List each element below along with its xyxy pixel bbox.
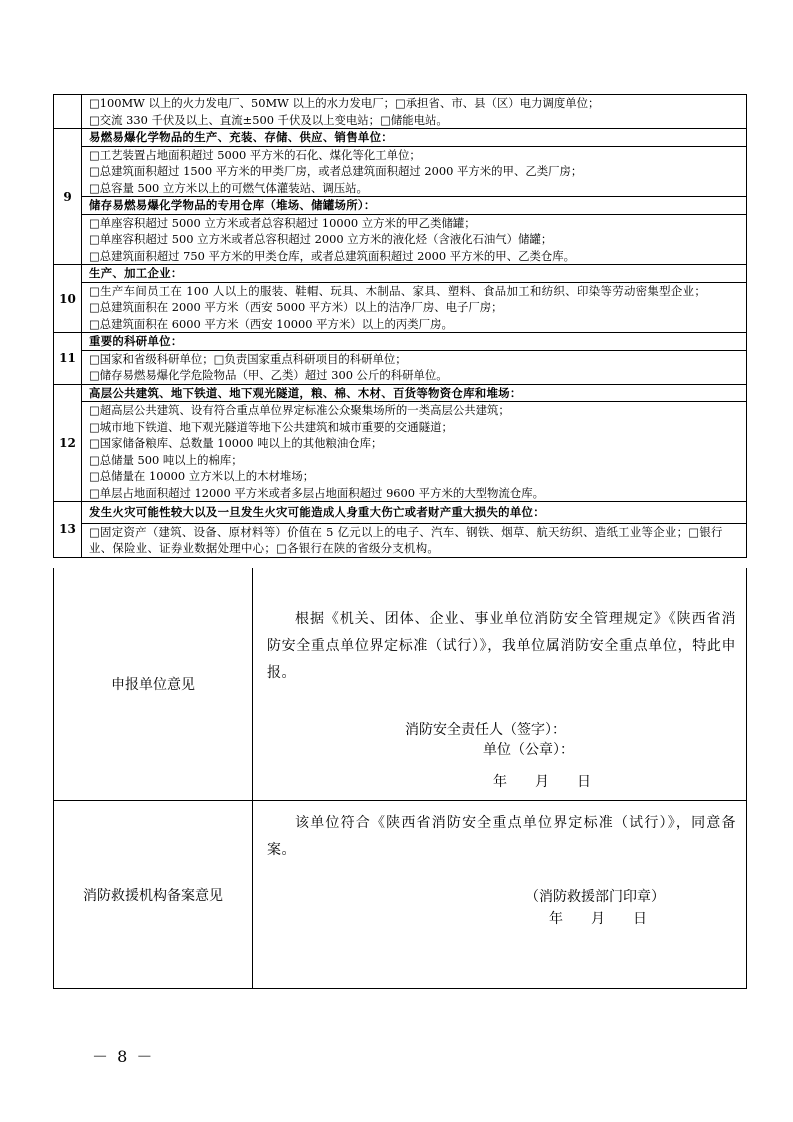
fire-agency-date: 年 月 日 — [549, 911, 647, 927]
unit-seal: 单位（公章）： — [483, 742, 574, 758]
criteria-line: □超高层公共建筑、设有符合重点单位界定标准公众聚集场所的一类高层公共建筑； — [82, 401, 746, 419]
criteria-line: □总容量 500 立方米以上的可燃气体灌装站、调压站。 — [89, 180, 368, 195]
criteria-line: □工艺装置占地面积超过 5000 平方米的石化、煤化等化工单位； — [82, 146, 746, 164]
fire-agency-opinion-row — [54, 801, 746, 988]
row-content — [82, 265, 746, 332]
category-heading: 发生火灾可能性较大以及一旦发生火灾可能造成人身重大伤亡或者财产重大损失的单位： — [89, 505, 545, 519]
criteria-line: □国家储备粮库、总数量 10000 吨以上的其他粮油仓库； — [89, 436, 383, 450]
table-row-11 — [54, 333, 746, 385]
page-number: － 8 － — [92, 1047, 155, 1066]
criteria-line: □单座容积超过 5000 立方米或者总容积超过 10000 立方米的甲乙类储罐； — [82, 214, 746, 232]
criteria-line: □交流 330 千伏及以上、直流±500 千伏及以上变电站；□储能电站。 — [89, 112, 448, 127]
criteria-line: □总建筑面积超过 1500 平方米的甲类厂房，或者总建筑面积超过 2000 平方米的甲、乙类厂房； — [89, 164, 583, 178]
table-row-9 — [54, 129, 746, 265]
criteria-line: □城市地下铁道、地下观光隧道等地下公共建筑和城市重要的交通隧道； — [89, 419, 453, 434]
category-heading: 重要的科研单位： — [89, 334, 183, 348]
row-number: 9 — [54, 129, 82, 264]
criteria-line: □储存易燃易爆化学危险物品（甲、乙类）超过 300 公斤的科研单位。 — [89, 368, 448, 382]
applicant-opinion-label: 申报单位意见 — [54, 568, 253, 800]
criteria-line: □100MW 以上的火力发电厂、50MW 以上的水力发电厂；□承担省、市、县（区）电力调度单位； — [89, 96, 600, 110]
fire-agency-statement: 该单位符合《陕西省消防安全重点单位界定标准（试行）》，同意备案。 — [267, 815, 736, 858]
row-number: 12 — [54, 385, 82, 502]
applicant-opinion-field[interactable] — [253, 568, 746, 800]
criteria-line: □固定资产（建筑、设备、原材料等）价值在 5 亿元以上的电子、汽车、钢铁、烟草、航天纺织、造纸工业等企业；□银行业、保险业、证券业数据处理中心；□各银行在陕的省级分支机构。 — [82, 523, 746, 557]
row-number: 13 — [54, 502, 82, 557]
row-content — [82, 385, 746, 502]
category-heading: 易燃易爆化学物品的生产、充装、存储、供应、销售单位： — [89, 130, 393, 144]
row-content — [82, 95, 746, 128]
filing-form — [53, 568, 747, 989]
criteria-table — [53, 94, 747, 558]
fire-agency-opinion-field[interactable] — [253, 801, 746, 988]
applicant-statement: 根据《机关、团体、企业、事业单位消防安全管理规定》《陕西省消防安全重点单位界定标准（试行）》，我单位属消防安全重点单位，特此申报。 — [267, 611, 736, 681]
row-content — [82, 333, 746, 384]
applicant-opinion-row — [54, 568, 746, 801]
responsible-person-signature: 消防安全责任人（签字）： — [405, 722, 566, 738]
criteria-line: □总建筑面积在 6000 平方米（西安 10000 平方米）以上的丙类厂房。 — [89, 316, 453, 331]
row-number: 10 — [54, 265, 82, 332]
fire-agency-opinion-label: 消防救援机构备案意见 — [54, 801, 253, 988]
category-heading: 生产、加工企业： — [89, 266, 183, 280]
category-heading: 高层公共建筑、地下铁道、地下观光隧道，粮、棉、木材、百货等物资仓库和堆场： — [89, 385, 522, 400]
applicant-date: 年 月 日 — [493, 774, 591, 790]
criteria-line: □总建筑面积在 2000 平方米（西安 5000 平方米）以上的洁净厂房、电子厂房； — [89, 300, 503, 314]
category-heading: 储存易燃易爆化学物品的专用仓库（堆场、储罐场所）： — [82, 196, 746, 214]
criteria-line: □总建筑面积超过 750 平方米的甲类仓库，或者总建筑面积超过 2000 平方米的甲、乙类仓库。 — [89, 248, 576, 263]
criteria-line: □总储量在 10000 立方米以上的木材堆场； — [89, 469, 315, 483]
criteria-line: □单座容积超过 500 立方米或者总容积超过 2000 立方米的液化烃（含液化石油气）储罐； — [89, 232, 553, 246]
row-content — [82, 129, 746, 264]
fire-agency-seal: （消防救援部门印章） — [525, 889, 665, 905]
criteria-line: □生产车间员工在 100 人以上的服装、鞋帽、玩具、木制品、家具、塑料、食品加工和纺织、印染等劳动密集型企业； — [82, 282, 746, 300]
criteria-line: □国家和省级科研单位；□负责国家重点科研项目的科研单位； — [82, 350, 746, 368]
table-row-12 — [54, 385, 746, 503]
table-row-power — [54, 95, 746, 129]
table-row-13 — [54, 502, 746, 558]
criteria-line: □单层占地面积超过 12000 平方米或者多层占地面积超过 9600 平方米的大型物流仓库。 — [89, 485, 544, 500]
criteria-line: □总储量 500 吨以上的棉库； — [89, 452, 243, 467]
row-content — [82, 502, 746, 557]
row-number: 11 — [54, 333, 82, 384]
table-row-10 — [54, 265, 746, 333]
row-number-empty — [54, 95, 82, 128]
